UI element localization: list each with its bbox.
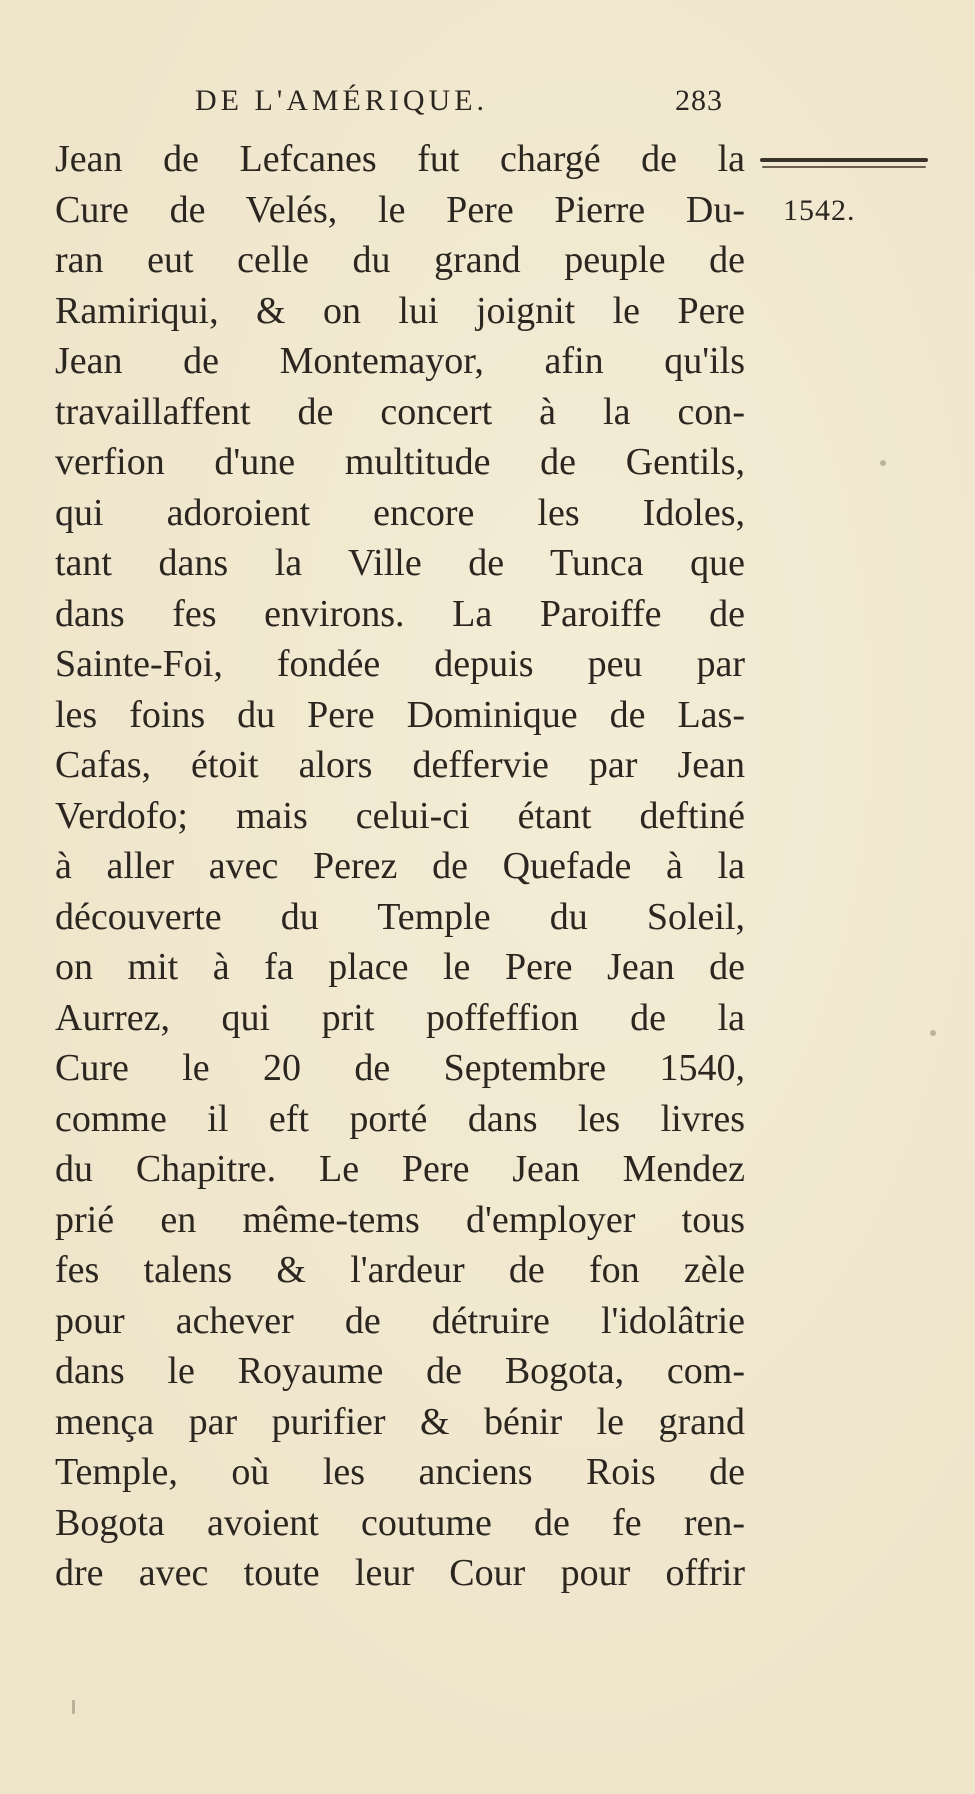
text-line: mença par purifier & bénir le grand — [55, 1400, 745, 1443]
text-line: Ramiriqui, & on lui joignit le Pere — [55, 289, 745, 332]
text-line: Sainte-Foi, fondée depuis peu par — [55, 643, 745, 685]
text-line: Jean de Lefcanes fut chargé de la — [55, 138, 745, 180]
paper-speck — [880, 460, 886, 466]
text-line: travaillaffent de concert à la con- — [55, 390, 745, 433]
text-line: à aller avec Perez de Quefade à la — [55, 845, 745, 887]
text-line: Cure le 20 de Septembre 1540, — [55, 1047, 745, 1089]
body-text — [55, 134, 745, 1599]
text-line: tant dans la Ville de Tunca que — [55, 542, 745, 584]
paper-speck — [930, 1030, 936, 1036]
paper-speck — [72, 1700, 75, 1714]
running-head-title: DE L'AMÉRIQUE. — [195, 84, 489, 117]
text-line: dans fes environs. La Paroiffe de — [55, 592, 745, 635]
text-line: dans le Royaume de Bogota, com- — [55, 1350, 745, 1392]
text-line: comme il eft porté dans les livres — [55, 1097, 745, 1140]
margin-year: 1542. — [783, 194, 856, 227]
text-line: les foins du Pere Dominique de Las- — [55, 693, 745, 736]
text-line: Cafas, étoit alors deffervie par Jean — [55, 744, 745, 786]
page-number: 283 — [675, 84, 723, 117]
text-line: dre avec toute leur Cour pour offrir — [55, 1552, 745, 1594]
text-line: fes talens & l'ardeur de fon zèle — [55, 1249, 745, 1291]
text-line: Cure de Velés, le Pere Pierre Du- — [55, 188, 745, 231]
text-line: verfion d'une multitude de Gentils, — [55, 441, 745, 483]
text-line: Bogota avoient coutume de fe ren- — [55, 1501, 745, 1544]
text-line: Verdofo; mais celui-ci étant deftiné — [55, 794, 745, 837]
margin-rule-thin — [762, 166, 926, 168]
text-line: du Chapitre. Le Pere Jean Mendez — [55, 1148, 745, 1190]
running-head — [195, 84, 755, 118]
margin-rule — [760, 158, 928, 162]
text-line: découverte du Temple du Soleil, — [55, 895, 745, 938]
text-line: qui adoroient encore les Idoles, — [55, 491, 745, 534]
text-line: Jean de Montemayor, afin qu'ils — [55, 340, 745, 382]
text-line: pour achever de détruire l'idolâtrie — [55, 1299, 745, 1342]
text-line: Aurrez, qui prit poffeffion de la — [55, 996, 745, 1039]
text-line: prié en même-tems d'employer tous — [55, 1198, 745, 1241]
text-line: on mit à fa place le Pere Jean de — [55, 946, 745, 988]
text-line: Temple, où les anciens Rois de — [55, 1451, 745, 1493]
text-line: ran eut celle du grand peuple de — [55, 239, 745, 281]
